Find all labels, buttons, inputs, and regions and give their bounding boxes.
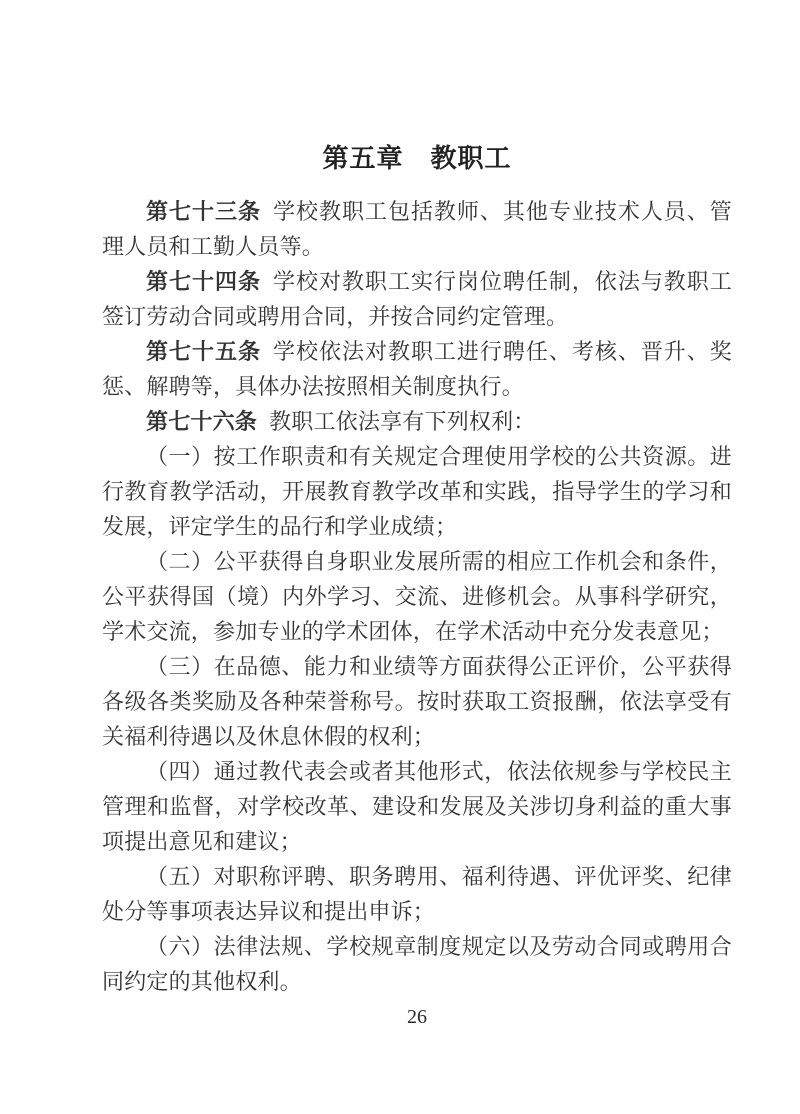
article-74-number: 第七十四条 — [146, 269, 261, 294]
article-74-paragraph — [102, 264, 732, 334]
clause-4-paragraph: （四）通过教代表会或者其他形式，依法依规参与学校民主管理和监督，对学校改革、建设和发展及关涉切身利益的重大事项提出意见和建议； — [102, 759, 732, 854]
article-73-paragraph — [102, 194, 732, 264]
article-75-number: 第七十五条 — [146, 339, 261, 364]
article-73-text: 学校教职工包括教师、其他专业技术人员、管理人员和工勤人员等。 — [102, 199, 732, 259]
article-74-text: 学校对教职工实行岗位聘任制，依法与教职工签订劳动合同或聘用合同，并按合同约定管理。 — [102, 269, 732, 329]
article-76-text: 教职工依法享有下列权利： — [269, 409, 536, 434]
article-75-text: 学校依法对教职工进行聘任、考核、晋升、奖惩、解聘等，具体办法按照相关制度执行。 — [102, 339, 732, 399]
clause-1-paragraph: （一）按工作职责和有关规定合理使用学校的公共资源。进行教育教学活动，开展教育教学改革和实践，指导学生的学习和发展，评定学生的品行和学业成绩； — [102, 444, 732, 539]
article-76-number: 第七十六条 — [146, 409, 258, 434]
article-76-paragraph — [102, 404, 732, 439]
clause-3-paragraph: （三）在品德、能力和业绩等方面获得公正评价，公平获得各级各类奖励及各种荣誉称号。按时获取工资报酬，依法享受有关福利待遇以及休息休假的权利； — [102, 654, 732, 749]
clause-6-paragraph: （六）法律法规、学校规章制度规定以及劳动合同或聘用合同约定的其他权利。 — [102, 934, 732, 994]
chapter-title: 第五章 教职工 — [322, 143, 512, 173]
article-75-paragraph — [102, 334, 732, 404]
page-number: 26 — [407, 1006, 427, 1028]
page-content — [102, 138, 732, 1031]
clause-2-paragraph: （二）公平获得自身职业发展所需的相应工作机会和条件，公平获得国（境）内外学习、交流、进修机会。从事科学研究，学术交流，参加专业的学术团体，在学术活动中充分发表意见； — [102, 549, 732, 644]
article-73-number: 第七十三条 — [146, 199, 261, 224]
clause-5-paragraph: （五）对职称评聘、职务聘用、福利待遇、评优评奖、纪律处分等事项表达异议和提出申诉； — [102, 864, 732, 924]
